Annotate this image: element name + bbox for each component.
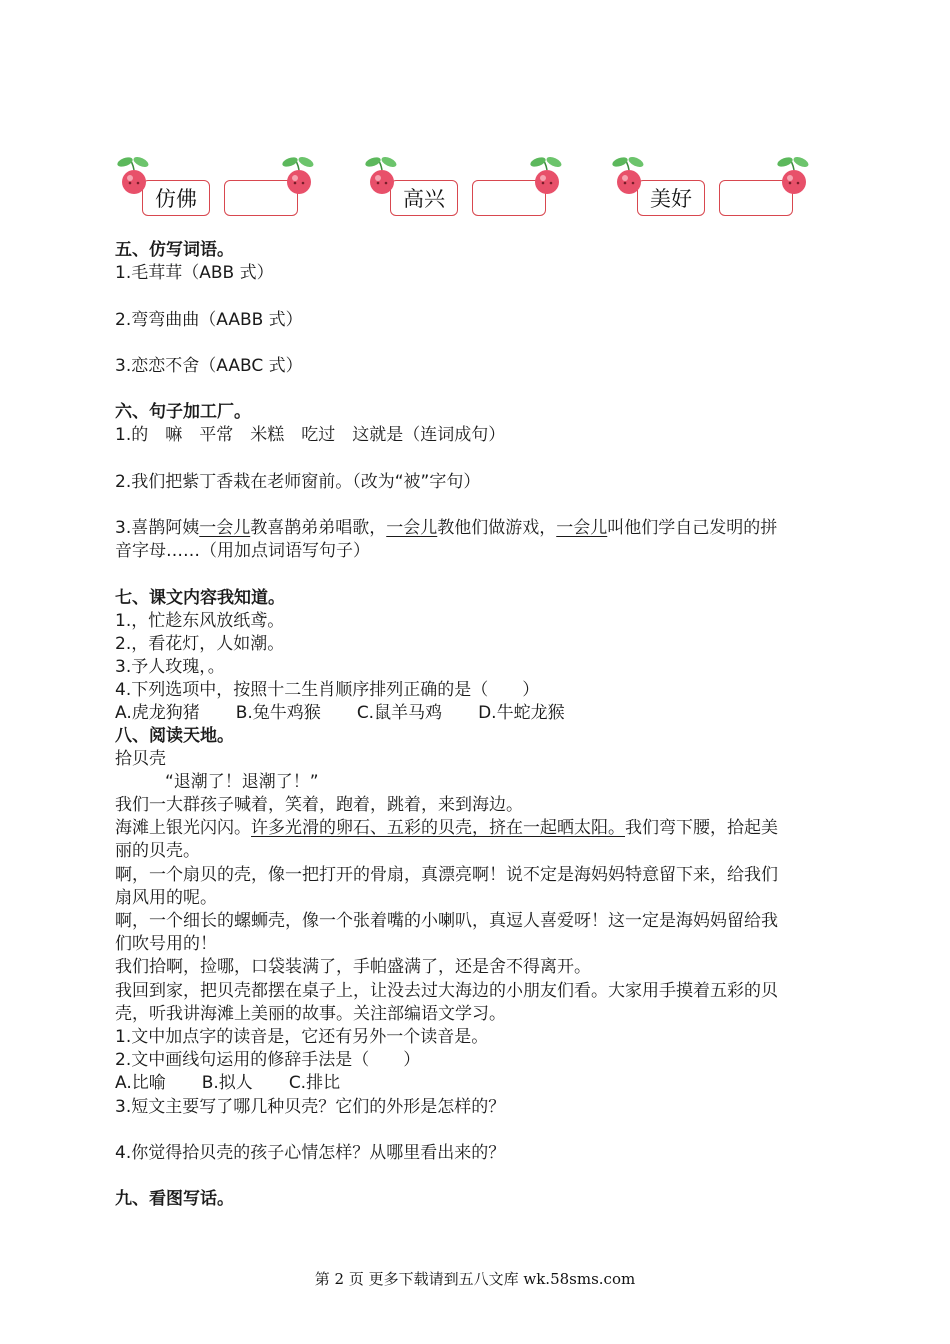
s5-item-1: 1.毛茸茸（ABB 式） (115, 263, 274, 283)
cherry-icon (610, 156, 648, 196)
passage-p7-cont: 壳，听我讲海滩上美丽的故事。关注部编语文学习。 (115, 1004, 506, 1024)
section-6-title: 六、句子加工厂。 (115, 402, 251, 422)
s8-question-1: 1.文中加点字的读音是，它还有另外一个读音是。 (115, 1027, 489, 1047)
s7-item-3: 3.予人玫瑰，。 (115, 657, 225, 677)
section-5-title: 五、仿写词语。 (115, 240, 234, 260)
s8-question-3: 3.短文主要写了哪几种贝壳？它们的外形是怎样的？ (115, 1097, 506, 1117)
s7-options (115, 702, 565, 724)
passage-p3-cont: 丽的贝壳。 (115, 841, 200, 861)
s6-item-3-part4: 叫他们学自己发明的拼 (607, 518, 778, 538)
s6-item-3-line2: 音字母……（用加点词语写句子） (115, 541, 370, 561)
passage-p3 (115, 817, 778, 839)
cherry-icon (115, 156, 153, 196)
underlined-word: 一会儿 (556, 518, 608, 538)
passage-p1: “退潮了！退潮了！” (165, 772, 319, 792)
p3-start: 海滩上银光闪闪。 (115, 818, 251, 838)
passage-p6: 我们拾啊，捡哪，口袋装满了，手帕盛满了，还是舍不得离开。 (115, 957, 591, 977)
option-b: B.拟人 (201, 1073, 253, 1093)
s6-item-3-part1: 3.喜鹊阿姨 (115, 518, 200, 538)
option-c: C.鼠羊马鸡 (356, 703, 443, 723)
s6-item-2: 2.我们把紫丁香栽在老师窗前。（改为“被”字句） (115, 472, 481, 492)
s7-item-4: 4.下列选项中，按照十二生肖顺序排列正确的是（ ） (115, 680, 540, 700)
page-footer: 第 2 页 更多下载请到五八文库 wk.58sms.com (314, 1270, 636, 1288)
s8-question-4: 4.你觉得拾贝壳的孩子心情怎样？从哪里看出来的？ (115, 1143, 506, 1163)
passage-title: 拾贝壳 (115, 749, 166, 769)
passage-p5-cont: 们吹号用的！ (115, 934, 217, 954)
cherry-icon (280, 156, 318, 196)
passage-p4-cont: 扇风用的呢。 (115, 888, 217, 908)
s8-q2-options (115, 1072, 340, 1094)
s8-question-2: 2.文中画线句运用的修辞手法是（ ） (115, 1050, 421, 1070)
passage-p5: 啊，一个细长的螺蛳壳，像一个张着嘴的小喇叭，真逗人喜爱呀！这一定是海妈妈留给我 (115, 911, 778, 931)
cherry-icon (363, 156, 401, 196)
option-d: D.牛蛇龙猴 (478, 703, 565, 723)
passage-p2: 我们一大群孩子喊着，笑着，跑着，跳着，来到海边。 (115, 795, 523, 815)
option-c: C.排比 (288, 1073, 341, 1093)
option-a: A.比喻 (115, 1073, 166, 1093)
section-9-title: 九、看图写话。 (115, 1189, 234, 1209)
s5-item-2: 2.弯弯曲曲（AABB 式） (115, 310, 303, 330)
passage-p4: 啊，一个扇贝的壳，像一把打开的骨扇，真漂亮啊！说不定是海妈妈特意留下来，给我们 (115, 865, 778, 885)
s6-item-3-part3: 教他们做游戏， (437, 518, 557, 538)
cherry-icon (775, 156, 813, 196)
option-a: A.虎龙狗猪 (115, 703, 200, 723)
section-8-title: 八、阅读天地。 (115, 726, 234, 746)
passage-p7: 我回到家，把贝壳都摆在桌子上，让没去过大海边的小朋友们看。大家用手摸着五彩的贝 (115, 981, 778, 1001)
s5-item-3: 3.恋恋不舍（AABC 式） (115, 356, 303, 376)
s6-item-3 (115, 517, 777, 539)
s7-item-1: 1.，忙趁东风放纸鸢。 (115, 611, 285, 631)
s7-item-2: 2.，看花灯，人如潮。 (115, 634, 285, 654)
word-box-3: 美好 (637, 180, 705, 216)
word-box-2: 高兴 (390, 180, 458, 216)
p3-end: 我们弯下腰，拾起美 (625, 818, 778, 838)
s6-item-1: 1.的 嘛 平常 米糕 吃过 这就是（连词成句） (115, 425, 506, 445)
underlined-sentence: 许多光滑的卵石、五彩的贝壳，挤在一起晒太阳。 (251, 818, 625, 838)
underlined-word: 一会儿 (199, 518, 251, 538)
underlined-word: 一会儿 (386, 518, 438, 538)
option-b: B.兔牛鸡猴 (235, 703, 321, 723)
cherry-icon (528, 156, 566, 196)
word-box-1: 仿佛 (142, 180, 210, 216)
s6-item-3-part2: 教喜鹊弟弟唱歌， (250, 518, 387, 538)
section-7-title: 七、课文内容我知道。 (115, 588, 285, 608)
